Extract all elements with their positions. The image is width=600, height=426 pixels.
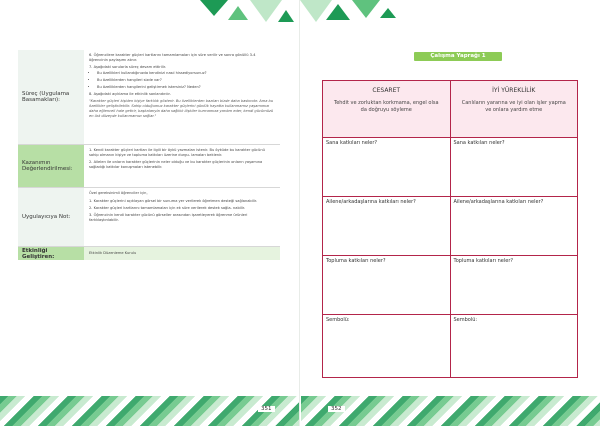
row-label: Süreç (Uygulama Basamakları): [18, 50, 84, 144]
answer-cell[interactable]: Topluma katkıları neler? [450, 256, 578, 314]
worksheet-row [323, 196, 577, 255]
page-number: 351 [258, 406, 275, 412]
row-label: Uygulayıcıya Not: [18, 188, 84, 246]
intro-text: Özel gereksinimli öğrenciler için, [89, 191, 148, 195]
row-content [84, 145, 280, 187]
list-item: 2. Ailelerı ile onların karakter güçlerinin neler olduğu ve bu karakter güçlerinin onların yaşamına sağladığı katkılar konuşmaları istenebilir. [89, 160, 263, 169]
decor-triangle [228, 6, 248, 20]
list-item: 8. Aşağıdaki açıklama ile etkinlik sonlandırılır. [89, 92, 171, 96]
column-courage [323, 81, 450, 137]
worksheet-row [323, 255, 577, 314]
row-content [84, 50, 280, 144]
answer-cell[interactable]: Ailene/arkadaşlarına katkıları neler? [450, 197, 578, 255]
answer-cell[interactable]: Topluma katkıları neler? [326, 258, 386, 264]
list-item: 2. Karakter güçleri kartlarını tamamlamaları için ek süre verilerek destek sağla- nabilir. [89, 206, 246, 210]
row-content: Etkinlik Düzenleme Kurulu [84, 247, 280, 260]
decor-triangle [278, 10, 294, 22]
list-item: 1. Kendi karakter güçleri kartları ile ilgili bir öykü yazmaları istenir. Bu öyküde bu karakter gücünü sahip olmanın kişiye ve topluma katkıları üzerine durgu- lamaları beklenir. [89, 148, 265, 157]
answer-cell[interactable]: Sembolü: [326, 317, 350, 323]
column-title: İYİ YÜREKLİLİK [492, 87, 536, 94]
decor-triangle [200, 0, 228, 16]
worksheet-table [322, 80, 578, 378]
row-label: Kazanımın Değerlendirilmesi: [18, 145, 84, 187]
list-item: • Bu özelliklerden hangileri sizde var? [97, 78, 275, 83]
column-kindness [450, 81, 578, 137]
list-item: • Bu özellikleri kullandığınızda kendinizi nasıl hissediyorsunuz? [97, 71, 275, 76]
activity-table [18, 50, 280, 260]
column-title: CESARET [372, 87, 401, 94]
worksheet-row [323, 137, 577, 196]
row-content [84, 188, 280, 246]
answer-cell[interactable]: Sana katkıları neler? [326, 140, 378, 146]
decor-triangle [352, 0, 380, 18]
worksheet-row [323, 314, 577, 377]
answer-cell[interactable]: Sembolü: [450, 315, 578, 377]
list-item: 1. Karakter güçlerini açıklayan görsel bir sunuma yer verilerek öğretmen desteği sağlanabilir. [89, 199, 257, 203]
closing-note: "Karakter güçleri kişiden kişiye farklılık gösterir. Bu özelliklerden bazıları bizde daha baskındır. Ama bu özellikler geliştirilebilir. Sahip olduğumuz karakter güçlerini günlük hayatta kullanmamız yaşamımızı daha eğlenceli hale getirir, başkalarıyla daha sağlıklı ilişkiler kurmamıza yardım eder, kendi gücümüzü en üst düzeyde kullanmamızı sağlar." [89, 99, 274, 118]
footer-pattern [301, 396, 600, 426]
list-item: 7. Aşağıdaki sorularla süreç devam ettirilir. [89, 65, 167, 69]
decor-triangle [326, 4, 350, 20]
developer-row [18, 246, 280, 260]
answer-cell[interactable]: Ailene/arkadaşlarına katkıları neler? [326, 199, 416, 205]
process-row [18, 50, 280, 144]
list-item: 3. Öğrencinin kendi karakter gücünü görseller arasından işaretleyerek öğrenme ürünleri farklılaştırılabilir. [89, 213, 248, 222]
row-label: Etkinliği Geliştiren: [18, 247, 84, 260]
answer-cell[interactable]: Sana katkıları neler? [450, 138, 578, 196]
worksheet-title: Çalışma Yaprağı 1 [414, 52, 502, 61]
page-number: 352 [328, 406, 345, 412]
worksheet-header-row [323, 81, 577, 137]
question-list [89, 71, 275, 90]
column-desc: Canlıların yararına ve iyi olan işler yapma ve onlara yardım etme [461, 100, 566, 113]
footer-pattern [0, 396, 299, 426]
column-desc: Tehdit ve zorluktan korkmama, engel olsa da doğruyu söyleme [333, 100, 439, 113]
list-item: 6. Öğrencilere karakter güçleri kartlarını tamamlamaları için süre verilir ve sonra gönüllü 3-4 öğrencinin paylaşımı alınır. [89, 53, 256, 62]
list-item: • Bu özelliklerden hangilerini geliştirmek istersiniz? Neden? [97, 85, 275, 90]
evaluation-row [18, 144, 280, 187]
note-row [18, 187, 280, 246]
decor-triangle [380, 8, 396, 18]
